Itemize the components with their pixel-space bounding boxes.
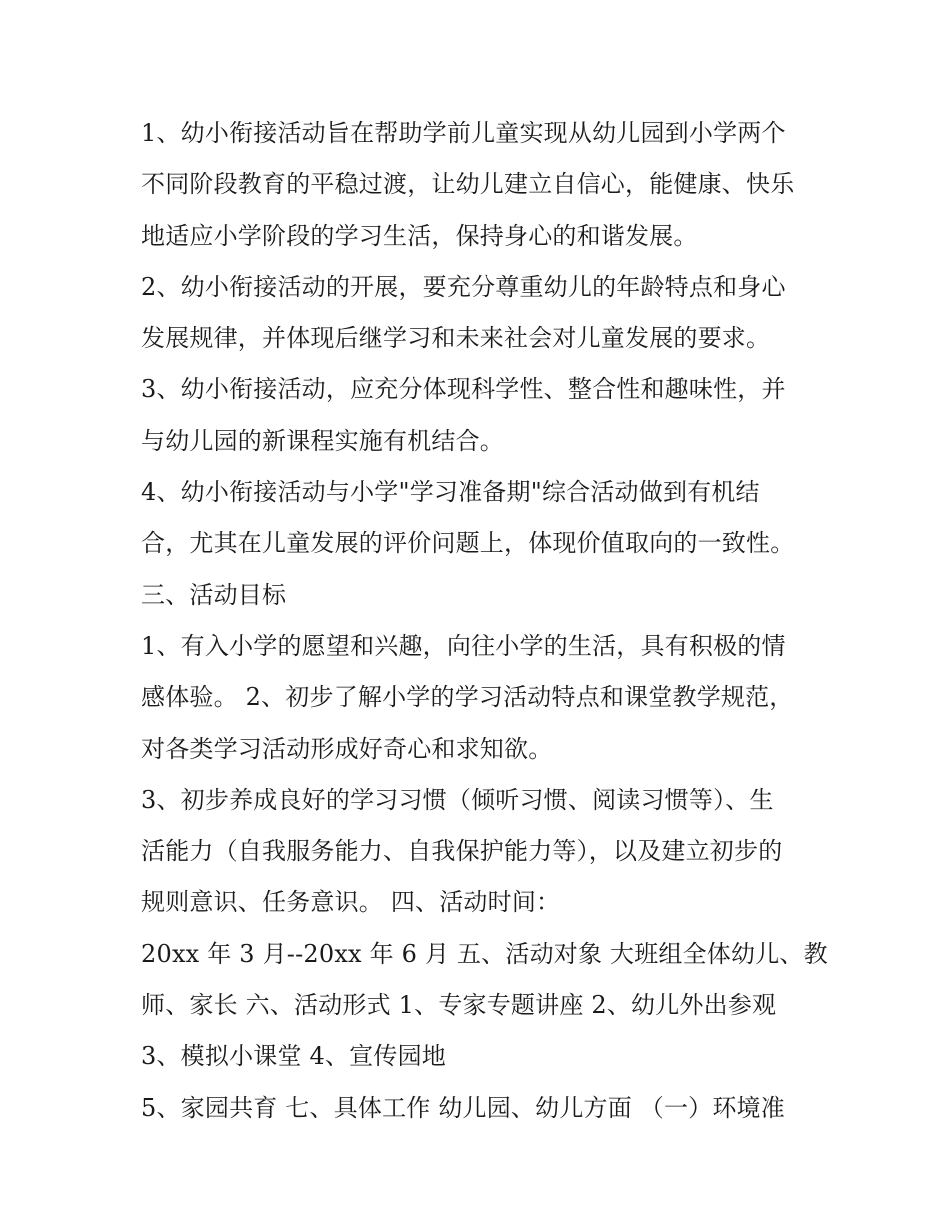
text-line: 合，尤其在儿童发展的评价问题上，体现价值取向的一致性。 [141, 529, 795, 558]
text-line: 与幼儿园的新课程实施有机结合。 [141, 426, 504, 455]
text-line: 不同阶段教育的平稳过渡，让幼儿建立自信心，能健康、快乐 [141, 170, 795, 199]
text-line: 活能力（自我服务能力、自我保护能力等），以及建立初步的 [141, 837, 783, 866]
text-line: 4、幼小衔接活动与小学"学习准备期"综合活动做到有机结 [141, 478, 760, 507]
text-line: 3、初步养成良好的学习习惯（倾听习惯、阅读习惯等）、生 [141, 785, 774, 814]
text-line: 5、家园共育 七、具体工作 幼儿园、幼儿方面 （一）环境准 [141, 1093, 785, 1122]
text-line: 1、幼小衔接活动旨在帮助学前儿童实现从幼儿园到小学两个 [141, 119, 786, 147]
text-line: 3、模拟小课堂 4、宣传园地 [141, 1042, 446, 1071]
text-line: 1、有入小学的愿望和兴趣，向往小学的生活，具有积极的情 [141, 631, 786, 660]
text-line: 地适应小学阶段的学习生活，保持身心的和谐发展。 [141, 221, 698, 250]
text-line: 发展规律，并体现后继学习和未来社会对儿童发展的要求。 [141, 324, 771, 353]
text-line: 3、幼小衔接活动，应充分体现科学性、整合性和趣味性，并 [141, 375, 786, 404]
text-line: 2、幼小衔接活动的开展，要充分尊重幼儿的年龄特点和身心 [141, 272, 786, 301]
text-line: 规则意识、任务意识。 四、活动时间： [141, 888, 561, 917]
section-heading: 三、活动目标 [141, 580, 287, 609]
text-line: 20xx 年 3 月--20xx 年 6 月 五、活动对象 大班组全体幼儿、教 [141, 939, 828, 968]
document-body [141, 108, 828, 1134]
text-line: 师、家长 六、活动形式 1、专家专题讲座 2、幼儿外出参观 [141, 991, 777, 1020]
text-line: 对各类学习活动形成好奇心和求知欲。 [141, 734, 553, 763]
text-line: 感体验。 2、初步了解小学的学习活动特点和课堂教学规范， [141, 683, 794, 712]
